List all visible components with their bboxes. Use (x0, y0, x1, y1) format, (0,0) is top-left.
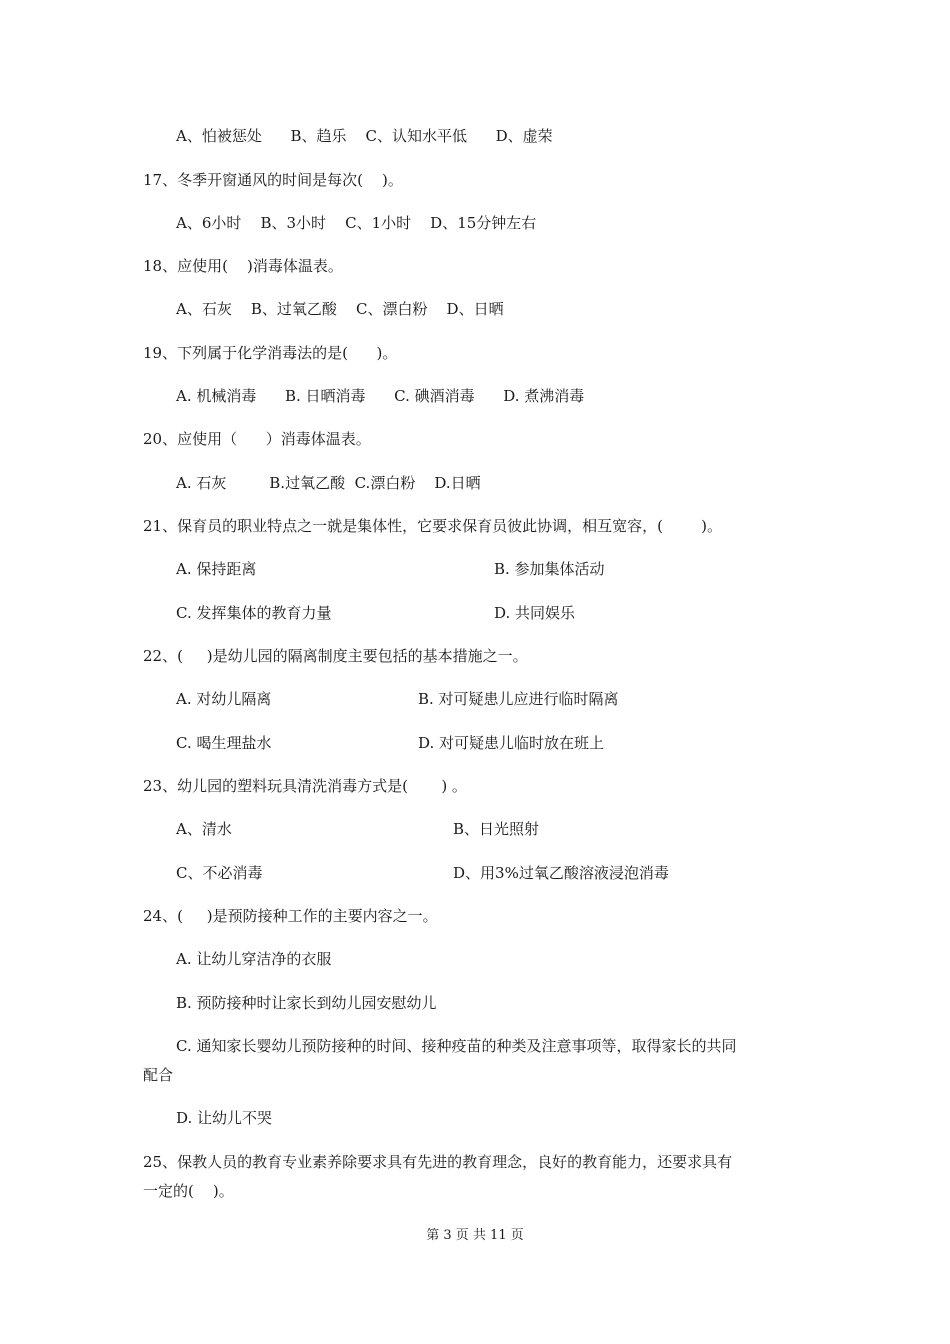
q20-stem: 20、应使用（ ）消毒体温表。 (143, 430, 371, 448)
q19-options: A. 机械消毒 B. 日晒消毒 C. 碘酒消毒 D. 煮沸消毒 (176, 387, 585, 405)
q25-stem-line2: 一定的( )。 (143, 1182, 234, 1200)
q16-options: A、怕被惩处 B、趋乐 C、认知水平低 D、虚荣 (176, 127, 553, 145)
q21-option-c: C. 发挥集体的教育力量 (176, 604, 332, 622)
q24-option-d: D. 让幼儿不哭 (176, 1109, 273, 1127)
q23-option-a: A、清水 (176, 820, 232, 838)
q22-option-b: B. 对可疑患儿应进行临时隔离 (418, 690, 619, 708)
q21-stem: 21、保育员的职业特点之一就是集体性，它要求保育员彼此协调，相互宽容，( )。 (143, 517, 722, 535)
q24-stem: 24、( )是预防接种工作的主要内容之一。 (143, 907, 438, 925)
page-number: 第 3 页 共 11 页 (426, 1228, 524, 1243)
q22-stem: 22、( )是幼儿园的隔离制度主要包括的基本措施之一。 (143, 647, 528, 665)
q17-options: A、6小时 B、3小时 C、1小时 D、15分钟左右 (176, 214, 537, 232)
q23-option-c: C、不必消毒 (176, 864, 263, 882)
q21-option-d: D. 共同娱乐 (494, 604, 576, 622)
q23-option-b: B、日光照射 (453, 820, 540, 838)
q23-stem: 23、幼儿园的塑料玩具清洗消毒方式是( ) 。 (143, 777, 467, 795)
q21-option-a: A. 保持距离 (176, 560, 257, 578)
q24-option-c-line2: 配合 (143, 1066, 174, 1084)
q22-option-c: C. 喝生理盐水 (176, 734, 272, 752)
q24-option-b: B. 预防接种时让家长到幼儿园安慰幼儿 (176, 994, 437, 1012)
q23-option-d: D、用3%过氧乙酸溶液浸泡消毒 (453, 864, 669, 882)
q22-option-a: A. 对幼儿隔离 (176, 690, 272, 708)
q19-stem: 19、下列属于化学消毒法的是( )。 (143, 344, 398, 362)
q20-options: A. 石灰 B.过氧乙酸 C.漂白粉 D.日晒 (176, 474, 481, 492)
q22-option-d: D. 对可疑患儿临时放在班上 (418, 734, 605, 752)
q24-option-c-line1: C. 通知家长婴幼儿预防接种的时间、接种疫苗的种类及注意事项等，取得家长的共同 (176, 1037, 737, 1055)
q17-stem: 17、冬季开窗通风的时间是每次( )。 (143, 171, 403, 189)
q25-stem-line1: 25、保教人员的教育专业素养除要求具有先进的教育理念，良好的教育能力，还要求具有 (143, 1153, 733, 1171)
q21-option-b: B. 参加集体活动 (494, 560, 605, 578)
q18-options: A、石灰 B、过氧乙酸 C、漂白粉 D、日晒 (176, 300, 504, 318)
q18-stem: 18、应使用( )消毒体温表。 (143, 257, 343, 275)
q24-option-a: A. 让幼儿穿洁净的衣服 (176, 950, 332, 968)
